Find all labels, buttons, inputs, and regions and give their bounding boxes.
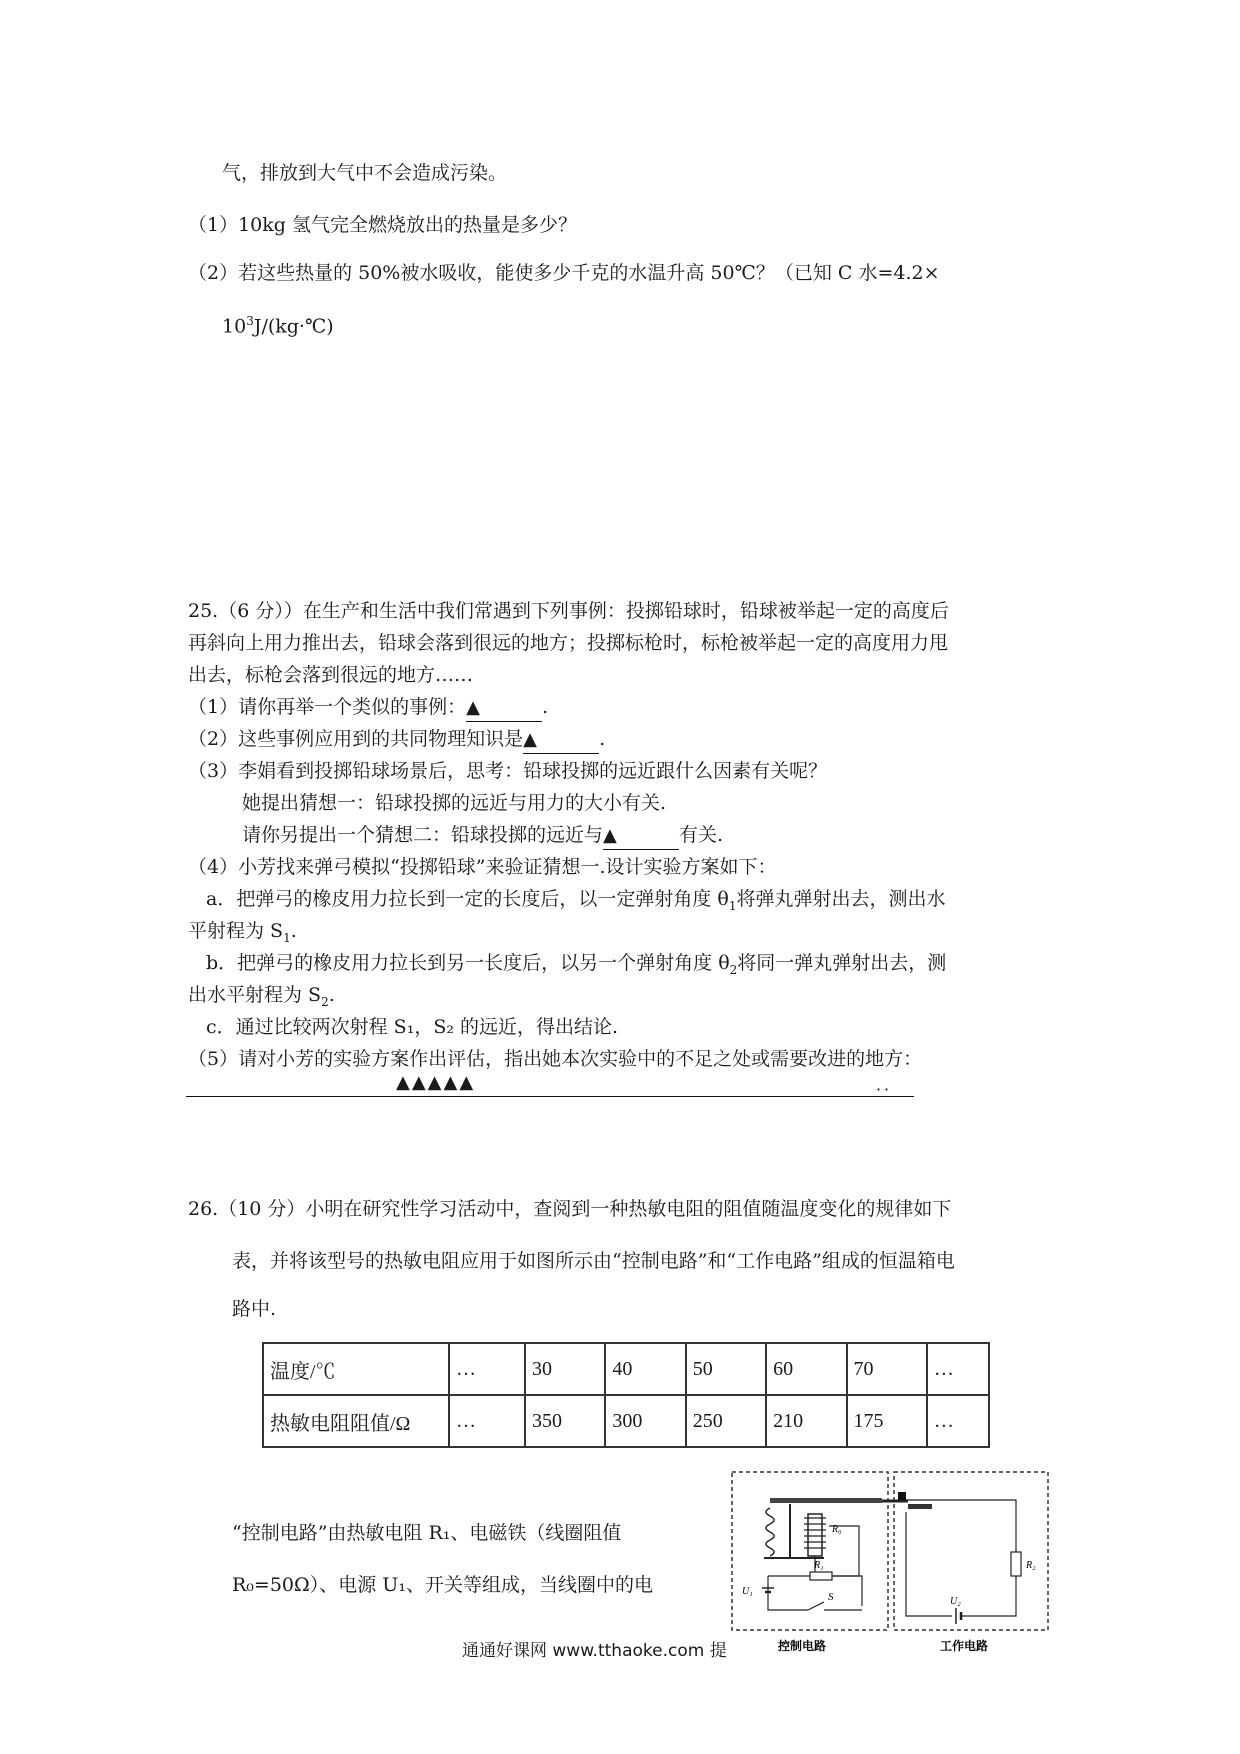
table-cell: … [927, 1395, 989, 1447]
q25-part1: （1）请你再举一个类似的事例：▲ . [188, 694, 548, 722]
table-cell: 40 [605, 1343, 685, 1395]
q25-intro-2: 再斜向上用力推出去，铅球会落到很远的地方；投掷标枪时，标枪被举起一定的高度用力甩 [188, 632, 949, 654]
s-label: S [828, 1591, 834, 1603]
q25-part4-b-1: b．把弹弓的橡皮用力拉长到另一长度后，以另一个弹射角度 $\theta_2$将同一弹丸弹射出去，测 [206, 952, 947, 977]
electromagnet [808, 1514, 822, 1556]
armature [770, 1498, 882, 1503]
q24-line-top: 气，排放到大气中不会造成污染。 [222, 162, 508, 184]
q25-part3-hypothesis1: 她提出猜想一：铅球投掷的远近与用力的大小有关. [242, 792, 667, 814]
q25-intro-1: 25.（6 分））在生产和生活中我们常遇到下列事例：投掷铅球时，铅球被举起一定的高度后 [188, 600, 949, 622]
q25-part5: （5）请对小芳的实验方案作出评估，指出她本次实验中的不足之处或需要改进的地方： [188, 1048, 923, 1070]
answer-blank-5[interactable] [186, 1070, 914, 1097]
page-footer: 通通好课网 www.tthaoke.com 提 [462, 1641, 727, 1661]
q25-part3-hypothesis2: 请你另提出一个猜想二：铅球投掷的远近与▲ 有关. [242, 822, 723, 850]
r2-resistor [1011, 1552, 1021, 1576]
table-cell: 50 [686, 1343, 766, 1395]
q24-part2-a: （2）若这些热量的 50%被水吸收，能使多少千克的水温升高 50℃？（已知 C 水=4.2× [188, 262, 940, 284]
answer-blank-3[interactable]: ▲ [603, 822, 679, 850]
work-circuit-box [894, 1472, 1048, 1630]
q26-intro-2: 表，并将该型号的热敏电阻应用于如图所示由“控制电路”和“工作电路”组成的恒温箱电 [232, 1250, 955, 1272]
q25-part4: （4）小芳找来弹弓模拟“投掷铅球”来验证猜想一.设计实验方案如下： [188, 856, 777, 878]
answer-placeholder-triangles: ▲▲▲▲▲ [396, 1072, 476, 1093]
q25-part4-a-1: a．把弹弓的橡皮用力拉长到一定的长度后，以一定弹射角度 $\theta_1$将弹丸弹射出去，测出水 [206, 888, 946, 913]
table-header-resistance: 热敏电阻阻值/Ω [263, 1395, 449, 1447]
table-cell: … [449, 1395, 525, 1447]
q25-intro-3: 出去，标枪会落到很远的地方…… [188, 664, 474, 686]
q26-intro-3: 路中. [232, 1298, 277, 1320]
r2-label: R₂ [1026, 1560, 1036, 1571]
constant-temperature-circuit-diagram [728, 1468, 1054, 1656]
q24-part1: （1）10kg 氢气完全燃烧放出的热量是多少？ [188, 214, 577, 236]
table-cell: … [927, 1343, 989, 1395]
contact [898, 1492, 906, 1500]
q26-desc-1: “控制电路”由热敏电阻 R₁、电磁铁（线圈阻值 [232, 1522, 622, 1544]
table-cell: 60 [766, 1343, 846, 1395]
q25-part4-c: c．通过比较两次射程 S₁，S₂ 的远近，得出结论. [206, 1016, 619, 1038]
q25-part3: （3）李娟看到投掷铅球场景后，思考：铅球投掷的远近跟什么因素有关呢？ [188, 760, 828, 782]
q26-desc-2: R₀=50Ω）、电源 U₁、开关等组成，当线圈中的电 [232, 1574, 653, 1596]
control-circuit-box [732, 1472, 888, 1630]
table-cell: 175 [847, 1395, 927, 1447]
switch [808, 1602, 824, 1610]
u2-label: U₂ [950, 1596, 961, 1607]
answer-blank-1[interactable]: ▲ [466, 694, 542, 722]
answer-trailing-dots: ．． [876, 1075, 901, 1094]
table-cell: … [449, 1343, 525, 1395]
table-row [263, 1395, 989, 1447]
table-cell: 210 [766, 1395, 846, 1447]
answer-blank-2[interactable]: ▲ [523, 726, 599, 754]
table-header-temperature: 温度/℃ [263, 1343, 449, 1395]
q25-part4-b-2: 出水平射程为 $S_2$. [188, 984, 335, 1009]
table-cell: 300 [605, 1395, 685, 1447]
table-cell: 350 [525, 1395, 605, 1447]
work-circuit-caption: 工作电路 [940, 1639, 989, 1653]
q25-part2: （2）这些事例应用到的共同物理知识是▲ . [188, 726, 605, 754]
q24-part2-b: $10^3J/(kg\cdot℃)$ [222, 314, 334, 338]
q26-intro-1: 26.（10 分）小明在研究性学习活动中，查阅到一种热敏电阻的阻值随温度变化的规律如下 [188, 1198, 952, 1220]
r1-label: R₁ [814, 1560, 824, 1571]
r1-resistor [810, 1572, 832, 1580]
spring [766, 1508, 774, 1556]
table-cell: 250 [686, 1395, 766, 1447]
table-cell: 70 [847, 1343, 927, 1395]
control-circuit-caption: 控制电路 [778, 1639, 827, 1653]
resistance-table [262, 1342, 990, 1448]
q25-part4-a-2: 平射程为 $S_1$. [188, 920, 297, 945]
u1-label: U₁ [742, 1586, 753, 1597]
table-cell: 30 [525, 1343, 605, 1395]
r0-label: R₀ [832, 1524, 842, 1535]
table-row [263, 1343, 989, 1395]
